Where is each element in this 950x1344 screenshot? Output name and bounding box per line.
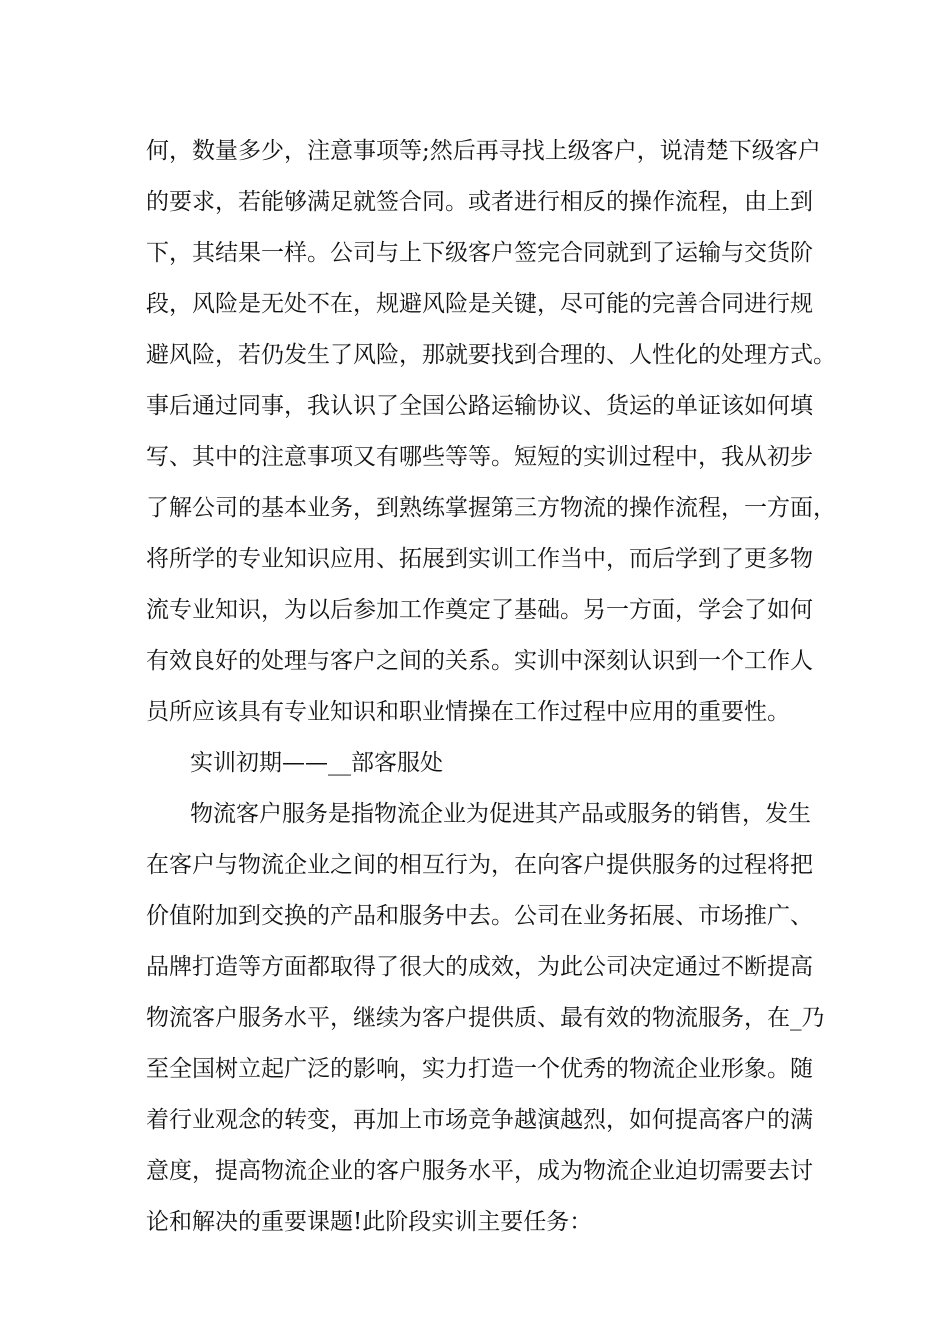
text-line: 的要求，若能够满足就签合同。或者进行相反的操作流程，由上到 bbox=[146, 189, 813, 215]
text-line: 至全国树立起广泛的影响，实力打造一个优秀的物流企业形象。随 bbox=[146, 1056, 813, 1082]
text-line: 物流客户服务是指物流企业为促进其产品或服务的销售，发生 bbox=[190, 801, 811, 827]
text-line: 何，数量多少，注意事项等;然后再寻找上级客户，说清楚下级客户 bbox=[146, 138, 821, 164]
text-line: 员所应该具有专业知识和职业情操在工作过程中应用的重要性。 bbox=[146, 699, 790, 725]
text-line: 了解公司的基本业务，到熟练掌握第三方物流的操作流程，一方面， bbox=[146, 495, 836, 521]
text-line: 将所学的专业知识应用、拓展到实训工作当中，而后学到了更多物 bbox=[146, 546, 813, 572]
text-line: 着行业观念的转变，再加上市场竞争越演越烈，如何提高客户的满 bbox=[146, 1107, 813, 1133]
text-line: 下，其结果一样。公司与上下级客户签完合同就到了运输与交货阶 bbox=[146, 240, 813, 266]
text-line: 有效良好的处理与客户之间的关系。实训中深刻认识到一个工作人 bbox=[146, 648, 813, 674]
text-line: 在客户与物流企业之间的相互行为，在向客户提供服务的过程将把 bbox=[146, 852, 813, 878]
text-line: 写、其中的注意事项又有哪些等等。短短的实训过程中，我从初步 bbox=[146, 444, 813, 470]
text-line: 论和解决的重要课题!此阶段实训主要任务： bbox=[146, 1209, 593, 1235]
text-line: 段，风险是无处不在，规避风险是关键，尽可能的完善合同进行规 bbox=[146, 291, 813, 317]
text-line: 意度，提高物流企业的客户服务水平，成为物流企业迫切需要去讨 bbox=[146, 1158, 813, 1184]
text-line: 避风险，若仍发生了风险，那就要找到合理的、人性化的处理方式。 bbox=[146, 342, 836, 368]
text-line: 价值附加到交换的产品和服务中去。公司在业务拓展、市场推广、 bbox=[146, 903, 813, 929]
text-line: 物流客户服务水平，继续为客户提供质、最有效的物流服务，在_乃 bbox=[146, 1005, 825, 1031]
text-line: 品牌打造等方面都取得了很大的成效，为此公司决定通过不断提高 bbox=[146, 954, 813, 980]
text-line: 事后通过同事，我认识了全国公路运输协议、货运的单证该如何填 bbox=[146, 393, 813, 419]
text-line: 流专业知识，为以后参加工作奠定了基础。另一方面，学会了如何 bbox=[146, 597, 813, 623]
section-heading-text: 实训初期——__部客服处 bbox=[190, 750, 443, 776]
